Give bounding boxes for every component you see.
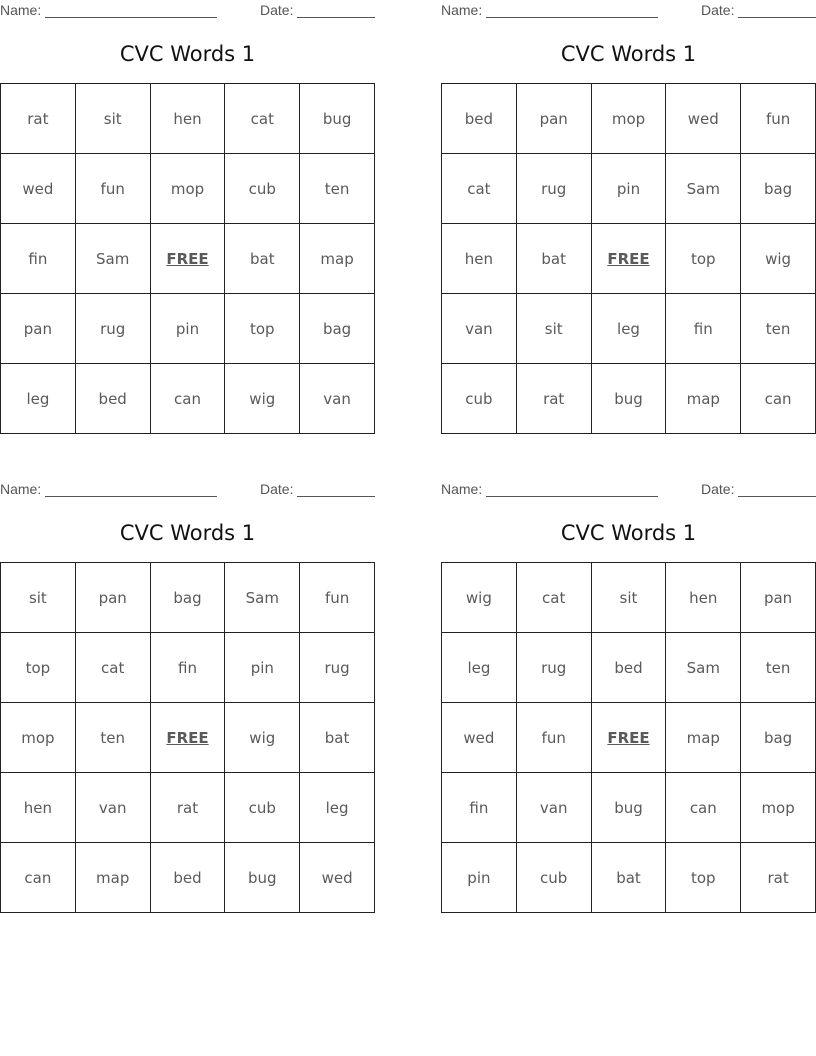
word-cell: hen [1,773,76,843]
grid-row [1,773,375,843]
word-cell: bed [75,364,150,434]
word-cell: fin [150,633,225,703]
word-cell: map [666,703,741,773]
word-cell: rug [75,294,150,364]
word-cell: rat [150,773,225,843]
word-cell: cat [442,154,517,224]
word-cell: bag [150,563,225,633]
grid-row [1,84,375,154]
word-cell: rat [741,843,816,913]
word-cell: fun [75,154,150,224]
date-label: Date: [260,2,294,18]
word-cell: bed [150,843,225,913]
grid-row [1,843,375,913]
grid-row [442,563,816,633]
bingo-card-2 [441,0,816,440]
date-label: Date: [701,2,735,18]
word-cell: pin [150,294,225,364]
word-cell: top [666,224,741,294]
word-cell: mop [1,703,76,773]
grid-row [1,633,375,703]
card-header [0,2,375,20]
bingo-card-4 [441,479,816,919]
name-blank-line [486,17,658,18]
word-cell: van [442,294,517,364]
word-cell: top [666,843,741,913]
name-label: Name: [0,481,42,497]
bingo-grid [0,83,375,434]
word-cell: bat [591,843,666,913]
word-cell: top [1,633,76,703]
word-cell: bat [300,703,375,773]
word-cell: cub [516,843,591,913]
word-cell: van [75,773,150,843]
date-blank-line [738,496,816,497]
card-title: CVC Words 1 [560,521,697,545]
free-space-cell: FREE [150,703,225,773]
grid-row [1,224,375,294]
bingo-card-1 [0,0,375,440]
word-cell: Sam [666,633,741,703]
word-cell: cat [75,633,150,703]
grid-row [442,364,816,434]
word-cell: Sam [75,224,150,294]
grid-row [442,224,816,294]
word-cell: wed [1,154,76,224]
word-cell: bug [591,773,666,843]
bingo-grid [441,83,816,434]
word-cell: fun [300,563,375,633]
card-header [441,2,816,20]
bingo-grid [441,562,816,913]
grid-row [1,154,375,224]
word-cell: hen [150,84,225,154]
word-cell: leg [442,633,517,703]
bingo-card-3 [0,479,375,919]
word-cell: pan [75,563,150,633]
word-cell: ten [300,154,375,224]
word-cell: leg [300,773,375,843]
word-cell: sit [75,84,150,154]
word-cell: rug [300,633,375,703]
word-cell: pan [516,84,591,154]
name-label: Name: [441,481,483,497]
grid-row [1,703,375,773]
word-cell: leg [1,364,76,434]
grid-row [442,773,816,843]
name-blank-line [45,17,217,18]
word-cell: sit [516,294,591,364]
grid-row [442,294,816,364]
date-label: Date: [701,481,735,497]
date-blank-line [297,496,375,497]
card-header [0,481,375,499]
word-cell: bed [442,84,517,154]
word-cell: rug [516,154,591,224]
word-cell: sit [1,563,76,633]
name-label: Name: [441,2,483,18]
word-cell: bat [225,224,300,294]
word-cell: hen [666,563,741,633]
word-cell: mop [741,773,816,843]
word-cell: pan [741,563,816,633]
word-cell: van [516,773,591,843]
grid-row [1,364,375,434]
word-cell: fin [442,773,517,843]
word-cell: pin [442,843,517,913]
word-cell: hen [442,224,517,294]
word-cell: can [1,843,76,913]
word-cell: top [225,294,300,364]
word-cell: fun [516,703,591,773]
word-cell: bug [591,364,666,434]
word-cell: bug [225,843,300,913]
free-space-cell: FREE [150,224,225,294]
name-label: Name: [0,2,42,18]
word-cell: fun [741,84,816,154]
word-cell: wig [225,703,300,773]
card-title: CVC Words 1 [119,42,256,66]
word-cell: pin [225,633,300,703]
grid-row [1,563,375,633]
word-cell: bag [741,703,816,773]
word-cell: cat [225,84,300,154]
word-cell: bat [516,224,591,294]
word-cell: van [300,364,375,434]
word-cell: Sam [666,154,741,224]
word-cell: wed [666,84,741,154]
word-cell: rat [516,364,591,434]
date-blank-line [738,17,816,18]
word-cell: ten [741,633,816,703]
date-label: Date: [260,481,294,497]
card-header [441,481,816,499]
word-cell: can [741,364,816,434]
word-cell: rat [1,84,76,154]
word-cell: wig [225,364,300,434]
word-cell: cub [442,364,517,434]
word-cell: bag [300,294,375,364]
grid-row [1,294,375,364]
word-cell: pan [1,294,76,364]
name-blank-line [486,496,658,497]
grid-row [442,633,816,703]
word-cell: bed [591,633,666,703]
word-cell: cub [225,154,300,224]
date-blank-line [297,17,375,18]
word-cell: pin [591,154,666,224]
word-cell: ten [75,703,150,773]
word-cell: rug [516,633,591,703]
word-cell: cat [516,563,591,633]
word-cell: leg [591,294,666,364]
word-cell: Sam [225,563,300,633]
word-cell: mop [150,154,225,224]
word-cell: can [150,364,225,434]
word-cell: wig [442,563,517,633]
card-title: CVC Words 1 [560,42,697,66]
name-blank-line [45,496,217,497]
grid-row [442,843,816,913]
word-cell: mop [591,84,666,154]
grid-row [442,703,816,773]
free-space-cell: FREE [591,224,666,294]
word-cell: bug [300,84,375,154]
word-cell: sit [591,563,666,633]
word-cell: fin [1,224,76,294]
free-space-cell: FREE [591,703,666,773]
word-cell: map [75,843,150,913]
bingo-grid [0,562,375,913]
word-cell: map [666,364,741,434]
word-cell: fin [666,294,741,364]
word-cell: wed [300,843,375,913]
card-title: CVC Words 1 [119,521,256,545]
word-cell: wig [741,224,816,294]
word-cell: cub [225,773,300,843]
grid-row [442,154,816,224]
word-cell: map [300,224,375,294]
word-cell: can [666,773,741,843]
grid-row [442,84,816,154]
word-cell: ten [741,294,816,364]
word-cell: bag [741,154,816,224]
word-cell: wed [442,703,517,773]
